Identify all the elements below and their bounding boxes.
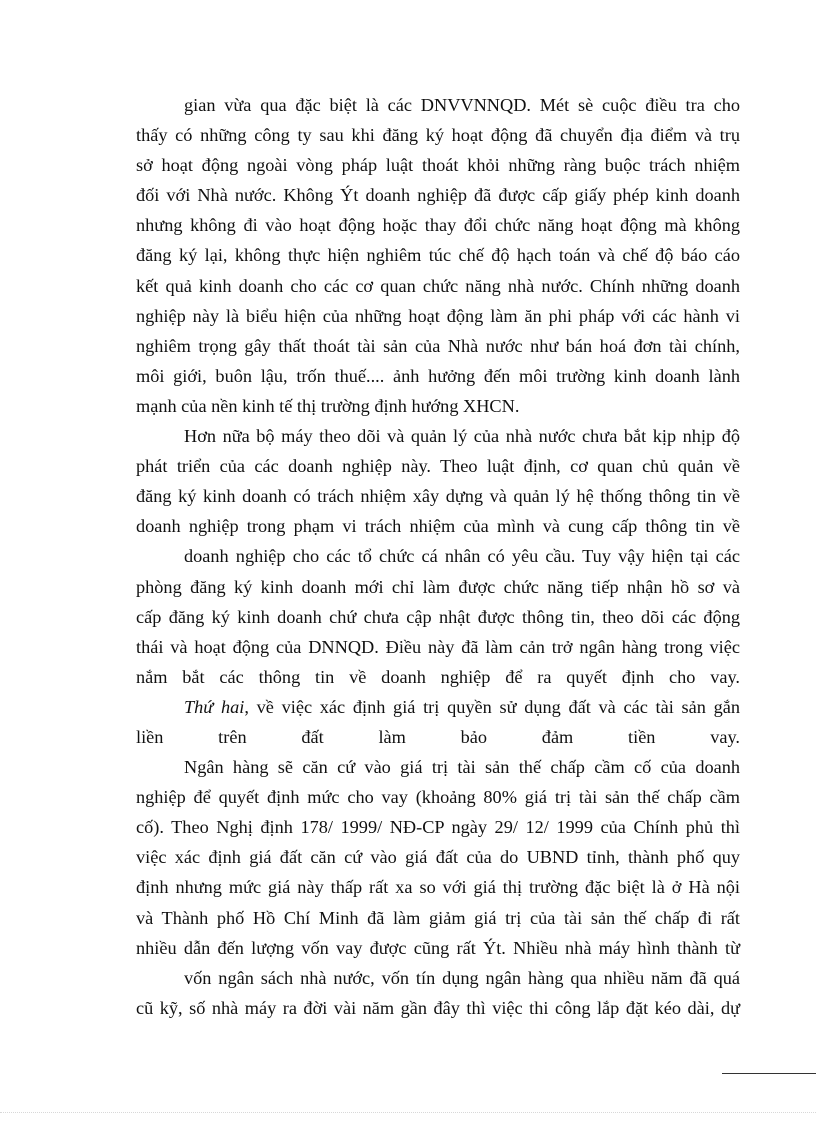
text-line: Ngân hàng sẽ căn cứ vào giá trị tài sản thế chấp cầm cố của doanh xyxy=(184,757,740,778)
text-line: nhưng không đi vào hoạt động hoặc thay đổi chức năng hoạt động mà không xyxy=(136,215,740,236)
text-line: sở hoạt động ngoài vòng pháp luật thoát khỏi những ràng buộc trách nhiệm xyxy=(136,155,740,176)
text-line: môi giới, buôn lậu, trốn thuế.... ảnh hưởng đến môi trường kinh doanh lành xyxy=(136,365,740,386)
document-body xyxy=(136,90,740,1023)
page-bottom-dotted-border xyxy=(0,1112,816,1113)
text-line: doanh nghiệp trong phạm vi trách nhiệm của mình và cung cấp thông tin về xyxy=(136,516,740,537)
thu-hai-emphasis: Thứ hai xyxy=(184,696,245,717)
text-line: thấy có những công ty sau khi đăng ký hoạt động đã chuyển địa điểm và trụ xyxy=(136,125,740,146)
footnote-separator-rule xyxy=(722,1073,816,1074)
text-line: đối với Nhà nước. Không Ýt doanh nghiệp đã được cấp giấy phép kinh doanh xyxy=(136,185,740,206)
text-line: gian vừa qua đặc biệt là các DNVVNNQD. Mét sè cuộc điều tra cho xyxy=(184,95,740,115)
text-line: và Thành phố Hồ Chí Minh đã làm giảm giá trị của tài sản thế chấp đi rất xyxy=(136,907,740,928)
text-line: Hơn nữa bộ máy theo dõi và quản lý của nhà nước chưa bắt kịp nhịp độ xyxy=(184,426,740,447)
text-line: doanh nghiệp cho các tổ chức cá nhân có yêu cầu. Tuy vậy hiện tại các xyxy=(184,546,740,567)
text-line-thu-hai xyxy=(136,692,740,722)
text-line: phòng đăng ký kinh doanh mới chỉ làm được chức năng tiếp nhận hồ sơ và xyxy=(136,576,740,597)
text-line: nhiều dẫn đến lượng vốn vay được cũng rất Ýt. Nhiều nhà máy hình thành từ xyxy=(136,937,740,958)
text-line: đăng ký lại, không thực hiện nghiêm túc chế độ hạch toán và chế độ báo cáo xyxy=(136,245,740,266)
text-line: cũ kỹ, số nhà máy ra đời vài năm gần đây thì việc thi công lắp đặt kéo dài, dự xyxy=(136,997,740,1018)
text-line: vốn ngân sách nhà nước, vốn tín dụng ngân hàng qua nhiều năm đã quá xyxy=(184,967,740,988)
text-line: kết quả kinh doanh cho các cơ quan chức năng nhà nước. Chính những doanh xyxy=(136,275,740,296)
thu-hai-rest: , về việc xác định giá trị quyền sử dụng đất và các tài sản gắn xyxy=(244,696,740,717)
text-line: định nhưng mức giá này thấp rất xa so với giá thị trường đặc biệt là ở Hà nội xyxy=(136,877,740,898)
text-line: liền trên đất làm bảo đảm tiền vay. xyxy=(136,726,740,747)
text-line: cố). Theo Nghị định 178/ 1999/ NĐ-CP ngày 29/ 12/ 1999 của Chính phủ thì xyxy=(136,817,740,838)
text-line: nghiệp này là biểu hiện của những hoạt động làm ăn phi pháp với các hành vi xyxy=(136,305,740,326)
text-line: cấp đăng ký kinh doanh chứ chưa cập nhật được thông tin, theo dõi các động xyxy=(136,606,740,627)
text-line: nghiệp để quyết định mức cho vay (khoảng 80% giá trị tài sản thế chấp cầm xyxy=(136,787,740,808)
text-line: việc xác định giá đất căn cứ vào giá đất của do UBND tỉnh, thành phố quy xyxy=(136,847,740,868)
text-line: đăng ký kinh doanh có trách nhiệm xây dựng và quản lý hệ thống thông tin về xyxy=(136,486,740,507)
text-line: nắm bắt các thông tin về doanh nghiệp để ra quyết định cho vay. xyxy=(136,666,740,687)
text-line: nghiêm trọng gây thất thoát tài sản của Nhà nước như bán hoá đơn tài chính, xyxy=(136,335,740,356)
text-line: mạnh của nền kinh tế thị trường định hướng XHCN. xyxy=(136,395,520,416)
text-line: thái và hoạt động của DNNQD. Điều này đã làm cản trở ngân hàng trong việc xyxy=(136,636,740,657)
text-line: phát triển của các doanh nghiệp này. Theo luật định, cơ quan chủ quản về xyxy=(136,456,740,477)
